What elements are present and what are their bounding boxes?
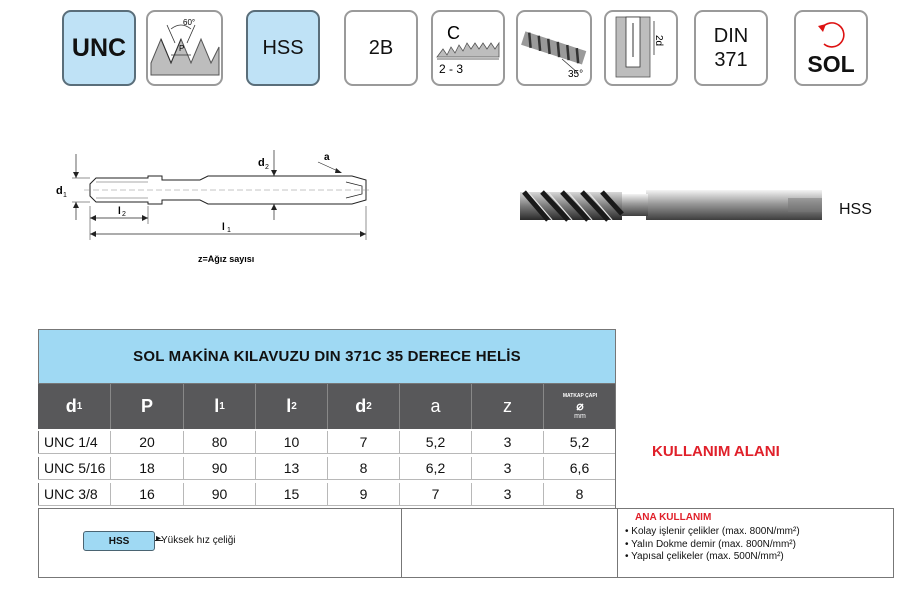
table-row: [38, 483, 616, 506]
thread-profile-badge: [146, 10, 223, 86]
drill-bit-icon: ⌀: [576, 399, 584, 413]
bottom-info-box: [38, 508, 894, 578]
chamfer-form-text: C: [447, 23, 460, 43]
header-a: a: [400, 384, 472, 429]
a-label: a: [324, 152, 330, 163]
direction-badge: [794, 10, 868, 86]
d2-label: d: [258, 157, 265, 169]
cell-size: UNC 1/4: [38, 431, 111, 453]
header-p: P: [111, 384, 184, 429]
cell-d2: 7: [328, 431, 400, 453]
header-l1: l 1: [184, 384, 256, 429]
blind-hole-icon: [606, 13, 676, 83]
cell-a: 7: [400, 483, 472, 505]
header-drill-diameter: [544, 384, 616, 429]
hss-legend-tag: HSS: [83, 531, 155, 551]
main-usage-item: • Kolay işlenir çelikler (max. 800N/mm²): [625, 526, 800, 537]
cell-drill: 8: [544, 483, 616, 505]
drill-header-unit: mm: [574, 413, 586, 420]
main-usage-title: ANA KULLANIM: [635, 512, 712, 523]
bottom-divider-1: [401, 509, 402, 577]
header-d1: d 1: [38, 384, 111, 429]
helix-angle-text: 35°: [568, 69, 584, 80]
thread-profile-icon: [149, 13, 221, 83]
cell-d2: 8: [328, 457, 400, 479]
chamfer-form-icon: [433, 13, 503, 83]
drill-header-top: MATKAP ÇAPI: [562, 393, 598, 399]
l1-sub: 1: [227, 227, 231, 234]
thread-pitch-text: P: [178, 44, 184, 53]
spiral-flute-icon: [518, 13, 590, 83]
main-usage-item: • Yapısal çelikeler (max. 500N/mm²): [625, 551, 784, 562]
hss-label: HSS: [262, 36, 304, 59]
cell-size: UNC 3/8: [38, 483, 111, 505]
cell-d2: 9: [328, 483, 400, 505]
main-usage-item: • Yalın Dokme demir (max. 800N/mm²): [625, 538, 796, 550]
table-header-row: [38, 384, 616, 429]
chamfer-threads-text: 2 - 3: [439, 62, 464, 76]
din-number: 371: [714, 49, 748, 71]
cell-z: 3: [472, 483, 544, 505]
usage-area-title: KULLANIM ALANI: [652, 443, 780, 460]
tap-technical-drawing: [50, 148, 380, 268]
cell-p: 16: [111, 483, 184, 505]
table-row: [38, 457, 616, 480]
header-l2: l 2: [256, 384, 328, 429]
helix-badge: [516, 10, 592, 86]
direction-label: SOL: [807, 51, 855, 77]
main-usage-list: [625, 526, 800, 564]
cell-drill: 5,2: [544, 431, 616, 453]
cell-size: UNC 5/16: [38, 457, 111, 479]
cell-l2: 13: [256, 457, 328, 479]
table-title: SOL MAKİNA KILAVUZU DIN 371C 35 DERECE HELİS: [38, 329, 616, 384]
header-z: z: [472, 384, 544, 429]
drawing-caption: z=Ağız sayısı: [198, 254, 255, 264]
l1-label: l: [222, 222, 225, 233]
tap-photo: [518, 184, 828, 230]
cell-a: 5,2: [400, 431, 472, 453]
cell-z: 3: [472, 457, 544, 479]
cell-l1: 80: [184, 431, 256, 453]
cell-l2: 15: [256, 483, 328, 505]
l2-sub: 2: [122, 211, 126, 218]
hss-badge: [246, 10, 320, 86]
legend-text: Yüksek hız çeliği: [161, 535, 236, 546]
legend-arrow-icon: ▸: [156, 533, 162, 544]
cell-l2: 10: [256, 431, 328, 453]
unc-badge: [62, 10, 136, 86]
cell-l1: 90: [184, 457, 256, 479]
chamfer-badge: [431, 10, 505, 86]
cell-a: 6,2: [400, 457, 472, 479]
table-row: [38, 431, 616, 454]
cell-p: 18: [111, 457, 184, 479]
cell-p: 20: [111, 431, 184, 453]
tolerance-badge: [344, 10, 418, 86]
thread-angle-text: 60°: [182, 18, 195, 27]
d1-label: d: [56, 185, 63, 197]
shank-badge: [604, 10, 678, 86]
cell-drill: 6,6: [544, 457, 616, 479]
cell-l1: 90: [184, 483, 256, 505]
din-badge: [694, 10, 768, 86]
d1-sub: 1: [63, 192, 67, 199]
unc-label: UNC: [71, 33, 127, 62]
d2-sub: 2: [265, 164, 269, 171]
header-d2: d 2: [328, 384, 400, 429]
tolerance-label: 2B: [368, 36, 394, 59]
bottom-divider-2: [617, 509, 618, 577]
table-right-border: [615, 329, 616, 509]
din-label: DIN: [713, 25, 749, 47]
cell-z: 3: [472, 431, 544, 453]
photo-label: HSS: [839, 201, 872, 218]
left-hand-rotation-icon: [812, 18, 852, 48]
shank-length-text: 2d: [653, 35, 664, 47]
l2-label: l: [118, 206, 121, 217]
